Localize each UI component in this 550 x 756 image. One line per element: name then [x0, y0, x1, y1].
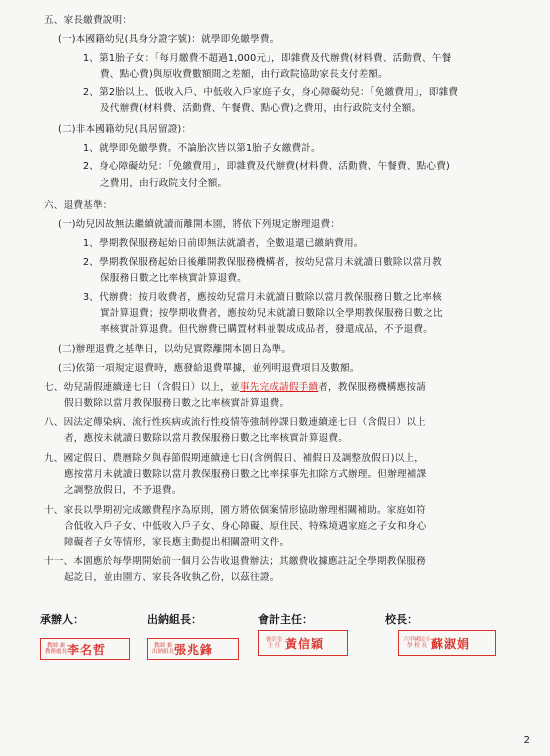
text-segment: 十、家長以學期初完成繳費程序為原則，園方將依個案情形協助辦理相關補助。家庭如符: [44, 505, 426, 516]
text-segment: 七、幼兒請假連續達七日（含假日）以上，並: [44, 382, 240, 393]
highlighted-text: 事先完成請假手續: [239, 382, 319, 393]
text-line: [83, 160, 450, 173]
text-line: [44, 416, 426, 429]
signature-label-principal: 校長：: [385, 613, 418, 626]
text-segment: 五、家長繳費說明：: [44, 15, 133, 26]
text-segment: 假日數除以當月教保服務日數之比率核實計算退費。: [64, 398, 290, 409]
text-line: [58, 218, 340, 231]
text-segment: (一)本國籍幼兒(具身分證字號)：就學即免繳學費。: [58, 34, 280, 45]
text-line: [64, 536, 289, 549]
text-segment: (三)依第一項規定退費時，應發給退費單據，並列明退費項目及數額。: [58, 363, 360, 374]
text-line: [64, 484, 182, 497]
text-segment: 1、學期教保服務起始日前即無法就讀者，全數退還已繳納費用。: [83, 238, 364, 249]
text-segment: 者，應按未就讀日數除以當月教保服務日數之比率核實計算退費。: [64, 433, 349, 444]
principal-seal-stamp: 六甲國民小學 校 長 蘇淑娟: [398, 630, 496, 656]
text-line: [58, 362, 360, 375]
text-line: [44, 199, 113, 212]
text-segment: 率核實計算退費。但代辦費已購置材料並製成成品者，發還成品，不予退費。: [100, 324, 433, 335]
text-segment: 六、退費基準：: [44, 200, 113, 211]
text-line: [83, 291, 442, 304]
text-line: [64, 397, 289, 410]
text-line: [83, 142, 321, 155]
text-line: [58, 343, 291, 356]
text-segment: 及代辦費(材料費、活動費、午餐費、點心費)之費用，由行政院支付全額。: [100, 103, 422, 114]
text-segment: 3、代辦費：按月收費者，應按幼兒當月未就讀日數除以當月教保服務日數之比率核: [83, 292, 442, 303]
text-line: [100, 68, 388, 81]
cashier-seal-stamp: 教師 兼 出納組長 張兆鋒: [147, 638, 239, 660]
signature-label-cashier: 出納組長：: [147, 613, 202, 626]
text-line: [100, 102, 421, 115]
text-line: [58, 123, 191, 136]
text-line: [44, 381, 426, 394]
text-segment: 保服務日數之比率核實計算退費。: [100, 273, 247, 284]
text-line: [100, 307, 443, 320]
text-segment: 十一、本園應於每學期開始前一個月公告收退費辦法；其繳費收據應註記全學期教保服務: [44, 556, 426, 567]
text-segment: 1、第1胎子女：「每月繳費不超過1,000元」，即雜費及代辦費(材料費、活動費、午餐: [83, 53, 452, 64]
text-line: [83, 86, 458, 99]
text-segment: 1、就學即免繳學費。不論胎次皆以第1胎子女繳費計。: [83, 143, 321, 154]
text-line: [83, 237, 364, 250]
text-line: [64, 432, 348, 445]
text-segment: 2、第2胎以上、低收入戶、中低收入戶家庭子女，身心障礙幼兒：「免繳費用」，即雜費: [83, 87, 459, 98]
text-segment: (二)辦理退費之基準日，以幼兒實際離開本園日為準。: [58, 344, 292, 355]
text-segment: (一)幼兒因故無法繼續就讀而離開本園，將依下列規定辦理退費：: [58, 219, 341, 230]
text-line: [44, 452, 424, 465]
text-segment: 障礙者子女等情形，家長應主動提出相關證明文件。: [64, 537, 290, 548]
text-line: [64, 571, 279, 584]
text-line: [64, 520, 426, 533]
text-segment: 之費用，由行政院支付全額。: [100, 178, 228, 189]
text-line: [100, 177, 227, 190]
text-line: [83, 52, 451, 65]
signature-label-handler: 承辦人：: [40, 613, 84, 626]
text-line: [100, 323, 433, 336]
text-segment: 者，教保服務機構應按請: [318, 382, 426, 393]
signature-label-accounting: 會計主任：: [258, 613, 313, 626]
accounting-seal-stamp: 會計室 主 任 黃信穎: [258, 630, 348, 656]
text-segment: 應按當月未就讀日數除以當月教保服務日數之比率採事先扣除方式辦理。但辦理補課: [64, 469, 427, 480]
text-segment: 費、點心費)與原收費數額間之差額，由行政院協助家長支付差額。: [100, 69, 388, 80]
text-segment: 之調整放假日，不予退費。: [64, 485, 182, 496]
text-line: [100, 272, 247, 285]
text-line: [83, 256, 442, 269]
text-segment: 2、身心障礙幼兒：「免繳費用」，即雜費及代辦費(材料費、活動費、午餐費、點心費): [83, 161, 450, 172]
text-segment: 2、學期教保服務起始日後離開教保服務機構者，按幼兒當月未就讀日數除以當月教: [83, 257, 442, 268]
handler-seal-stamp: 教師 兼 教務處長 李名哲: [40, 638, 130, 660]
text-segment: 八、因法定傳染病、流行性疾病或流行性疫情等強制停課日數連續達七日（含假日）以上: [44, 417, 426, 428]
text-line: [44, 504, 426, 517]
text-line: [64, 468, 426, 481]
text-segment: 九、國定假日、農曆除夕與春節假期連續達七日(含例假日、補假日及調整放假日)以上，: [44, 453, 425, 464]
text-line: [44, 14, 132, 27]
text-segment: (二)非本國籍幼兒(具居留證)：: [58, 124, 192, 135]
text-segment: 起訖日，並由園方、家長各收執乙份，以茲往證。: [64, 572, 280, 583]
text-line: [44, 555, 426, 568]
text-segment: 實計算退費；按學期收費者，應按幼兒未就讀日數除以全學期教保服務日數之比: [100, 308, 443, 319]
text-segment: 合低收入戶子女、中低收入戶子女、身心障礙、原住民、特殊境遇家庭之子女和身心: [64, 521, 427, 532]
page-number: 2: [523, 735, 530, 746]
text-line: [58, 33, 279, 46]
